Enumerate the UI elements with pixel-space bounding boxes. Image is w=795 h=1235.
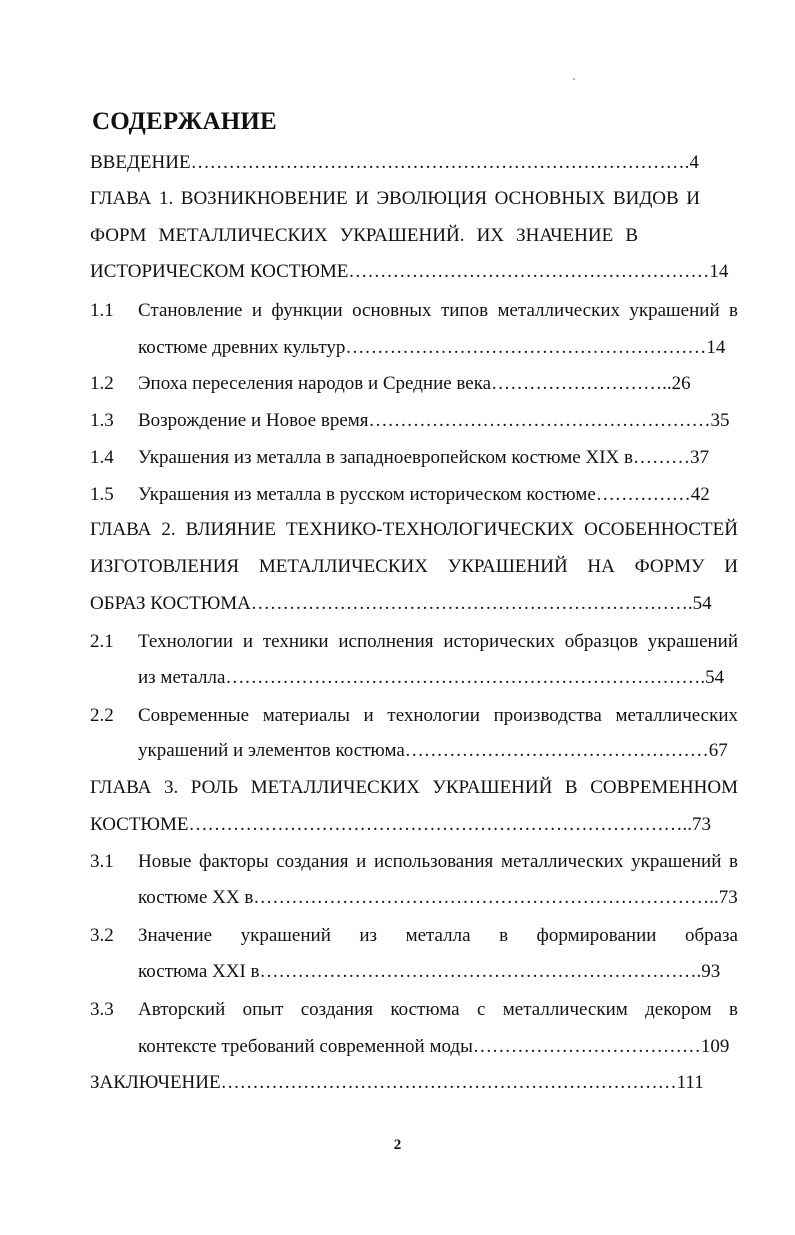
toc-section-2-1-line-2: из металла………………………………………………………………….54 <box>138 667 725 688</box>
toc-section-1-3: Возрождение и Новое время………………………………………………35 <box>138 410 730 431</box>
toc-section-number: 1.5 <box>90 484 114 505</box>
toc-section-number: 3.1 <box>90 851 114 872</box>
toc-section-number: 1.1 <box>90 300 114 321</box>
toc-section-1-1-line-1: Становление и функции основных типов металлических украшений в <box>138 300 738 321</box>
toc-chapter-1-line-2: ФОРМ МЕТАЛЛИЧЕСКИХ УКРАШЕНИЙ. ИХ ЗНАЧЕНИЕ В <box>90 225 638 246</box>
toc-section-number: 2.1 <box>90 631 114 652</box>
toc-chapter-2-line-2: ИЗГОТОВЛЕНИЯ МЕТАЛЛИЧЕСКИХ УКРАШЕНИЙ НА ФОРМУ И <box>90 556 738 577</box>
toc-title: СОДЕРЖАНИЕ <box>92 108 277 135</box>
toc-chapter-2-line-3: ОБРАЗ КОСТЮМА…………………………………………………………….54 <box>90 593 712 614</box>
toc-section-number: 1.3 <box>90 410 114 431</box>
toc-section-number: 2.2 <box>90 705 114 726</box>
toc-section-3-2-line-1: Значение украшений из металла в формировании образа <box>138 925 738 946</box>
toc-section-number: 1.4 <box>90 447 114 468</box>
toc-entry-intro: ВВЕДЕНИЕ…………………………………………………………………….4 <box>90 152 699 173</box>
toc-section-number: 3.2 <box>90 925 114 946</box>
toc-section-2-2-line-1: Современные материалы и технологии производства металлических <box>138 705 738 726</box>
toc-chapter-2-line-1: ГЛАВА 2. ВЛИЯНИЕ ТЕХНИКО-ТЕХНОЛОГИЧЕСКИХ ОСОБЕННОСТЕЙ <box>90 519 738 540</box>
toc-section-3-2-line-2: костюма XXI в…………………………………………………………….93 <box>138 961 721 982</box>
scan-speck <box>573 78 575 80</box>
toc-section-3-1-line-1: Новые факторы создания и использования металлических украшений в <box>138 851 738 872</box>
toc-section-3-3-line-1: Авторский опыт создания костюма с металлическим декором в <box>138 999 738 1020</box>
toc-section-3-3-line-2: контексте требований современной моды………………………………109 <box>138 1036 730 1057</box>
toc-section-1-1-line-2: костюме древних культур…………………………………………………14 <box>138 337 726 358</box>
toc-section-1-2: Эпоха переселения народов и Средние века………………………..26 <box>138 373 691 394</box>
page-number: 2 <box>393 1137 402 1153</box>
toc-section-number: 3.3 <box>90 999 114 1020</box>
toc-section-3-1-line-2: костюме XX в………………………………………………………………..73 <box>138 887 738 908</box>
toc-section-2-2-line-2: украшений и элементов костюма…………………………………………67 <box>138 740 728 761</box>
toc-section-number: 1.2 <box>90 373 114 394</box>
toc-section-1-4: Украшения из металла в западноевропейском костюме XIX в………37 <box>138 447 709 468</box>
toc-chapter-1-line-1: ГЛАВА 1. ВОЗНИКНОВЕНИЕ И ЭВОЛЮЦИЯ ОСНОВНЫХ ВИДОВ И <box>90 188 700 209</box>
toc-chapter-3-line-1: ГЛАВА 3. РОЛЬ МЕТАЛЛИЧЕСКИХ УКРАШЕНИЙ В СОВРЕМЕННОМ <box>90 777 738 798</box>
toc-section-1-5: Украшения из металла в русском историческом костюме……………42 <box>138 484 710 505</box>
toc-chapter-3-line-2: КОСТЮМЕ……………………………………………………………………..73 <box>90 814 711 835</box>
toc-entry-conclusion: ЗАКЛЮЧЕНИЕ………………………………………………………………111 <box>90 1072 704 1093</box>
toc-chapter-1-line-3: ИСТОРИЧЕСКОМ КОСТЮМЕ…………………………………………………14 <box>90 261 729 282</box>
toc-section-2-1-line-1: Технологии и техники исполнения исторических образцов украшений <box>138 631 738 652</box>
